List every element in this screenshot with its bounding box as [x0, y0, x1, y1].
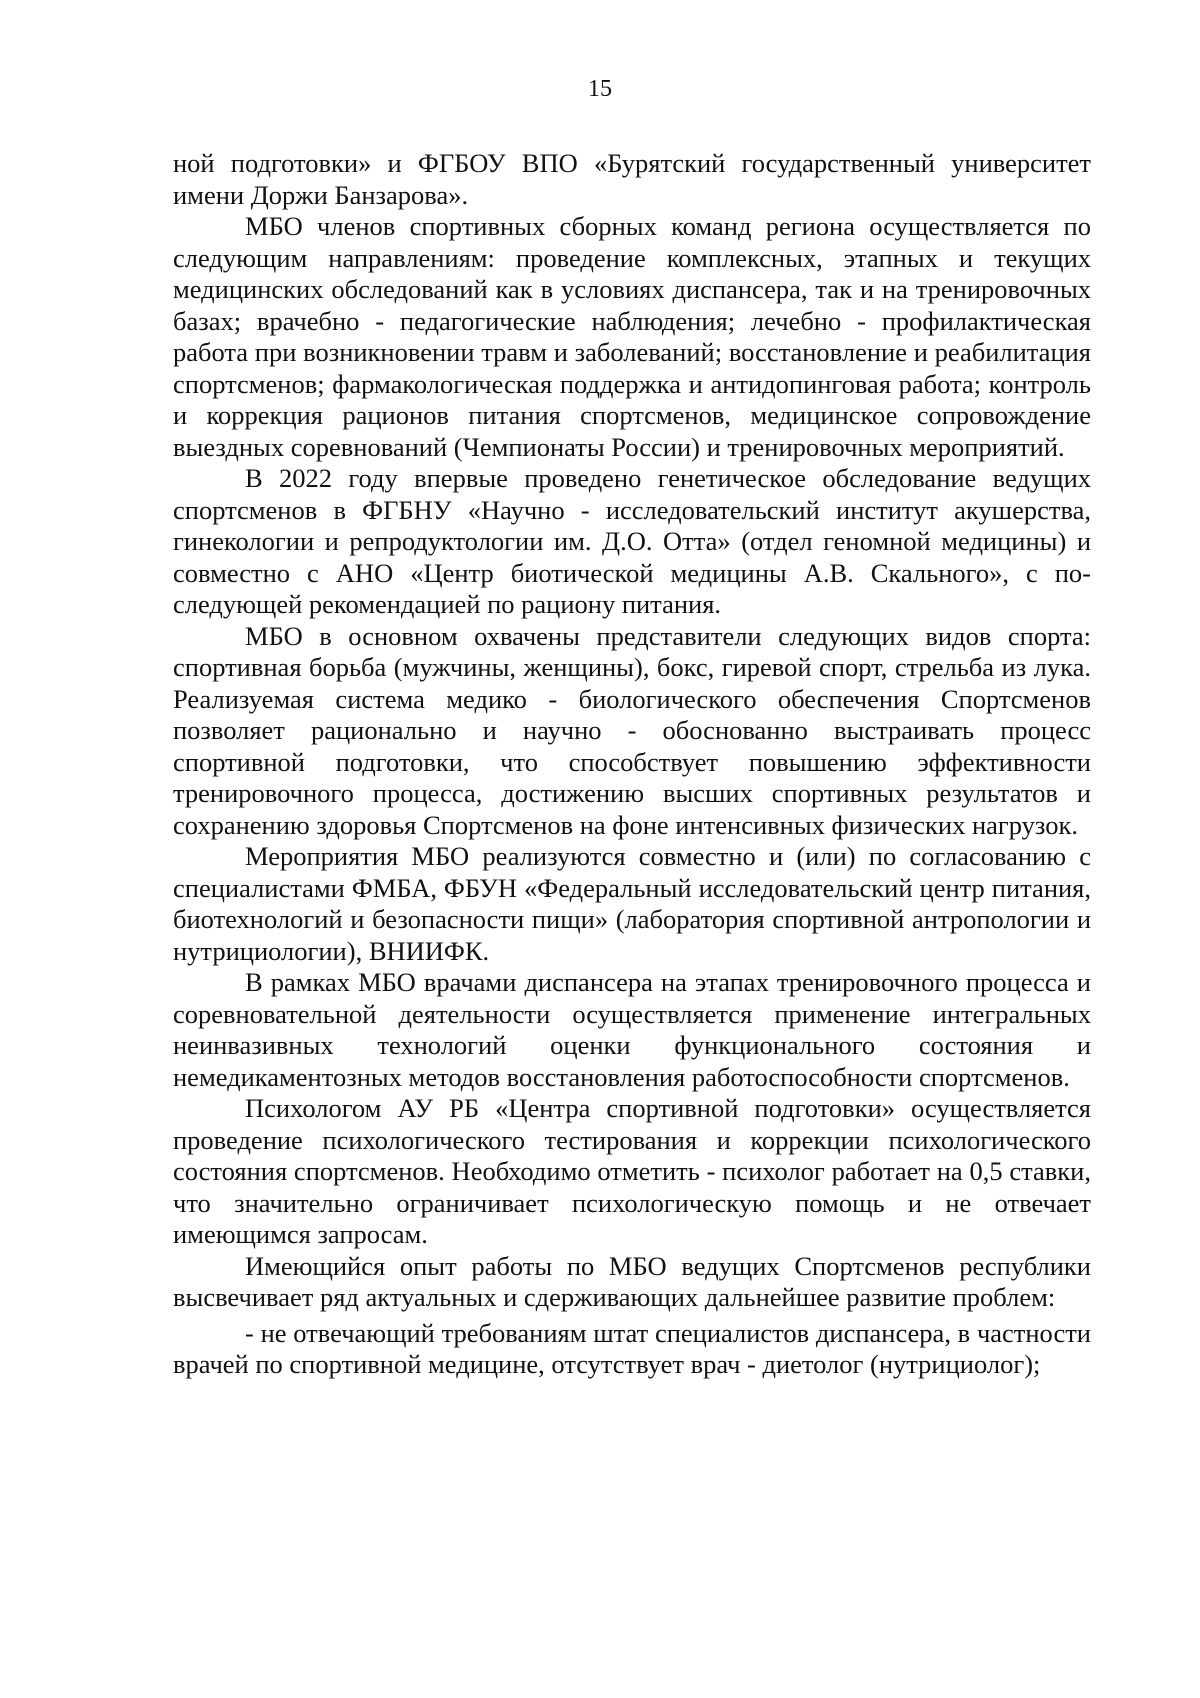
paragraph-recovery-technologies: В рамках МБО врачами диспансера на этапах тренировочного процесса и соревновательной деятельности осуществляется применение интегральных неинвазивных технологий оценки функционального состояния и немедикаментозных методов восстановления работоспособности спортсменов.: [173, 967, 1091, 1092]
paragraph-partners: Мероприятия МБО реализуются совместно и (или) по согласованию с специалистами ФМБА, ФБУН «Федеральный исследовательский центр питания, биотехнологий и безопасности пищи» (лаборатория спортивной антропологии и нутрициологии), ВНИИФК.: [173, 841, 1091, 966]
list-item-staffing-problem: - не отвечающий требованиям штат специалистов диспансера, в частности врачей по спортивной медицине, отсутствует врач - диетолог (нутрициолог);: [173, 1317, 1091, 1379]
document-body: [173, 148, 1091, 1381]
paragraph-psychologist: Психологом АУ РБ «Центра спортивной подготовки» осуществляется проведение психологического тестирования и коррекции психологического состояния спортсменов. Необходимо отметить - психолог работает на 0,5 ставки, что значительно ограничивает психологическую помощь и не отвечает имеющимся запросам.: [173, 1093, 1091, 1249]
paragraph-continuation: ной подготовки» и ФГБОУ ВПО «Бурятский государственный университет имени Доржи Банзарова».: [173, 148, 1091, 210]
paragraph-genetic-study: В 2022 году впервые проведено генетическое обследование ведущих спортсменов в ФГБНУ «Научно - исследовательский институт акушерства, гинекологии и репродуктологии им. Д.О. Отта» (отдел геномной медицины) и совместно с АНО «Центр биотической медицины А.В. Скального», с последующей рекомендацией по рациону питания.: [173, 463, 1091, 619]
paragraph-sports-covered: МБО в основном охвачены представители следующих видов спорта: спортивная борьба (мужчины, женщины), бокс, гиревой спорт, стрельба из лука. Реализуемая система медико - биологического обеспечения Спортсменов позволяет рационально и научно - обоснованно выстраивать процесс спортивной подготовки, что способствует повышению эффективности тренировочного процесса, достижению высших спортивных результатов и сохранению здоровья Спортсменов на фоне интенсивных физических нагрузок.: [173, 620, 1091, 840]
paragraph-mbo-directions: МБО членов спортивных сборных команд региона осуществляется по следующим направлениям: проведение комплексных, этапных и текущих медицинских обследований как в условиях диспансера, так и на тренировочных базах; врачебно - педагогические наблюдения; лечебно - профилактическая работа при возникновении травм и заболеваний; восстановление и реабилитация спортсменов; фармакологическая поддержка и антидопинговая работа; контроль и коррекция рационов питания спортсменов, медицинское сопровождение выездных соревнований (Чемпионаты России) и тренировочных мероприятий.: [173, 211, 1091, 462]
page-number: 15: [588, 76, 612, 102]
paragraph-problems-intro: Имеющийся опыт работы по МБО ведущих Спортсменов республики высвечивает ряд актуальных и сдерживающих дальнейшее развитие проблем:: [173, 1250, 1091, 1312]
